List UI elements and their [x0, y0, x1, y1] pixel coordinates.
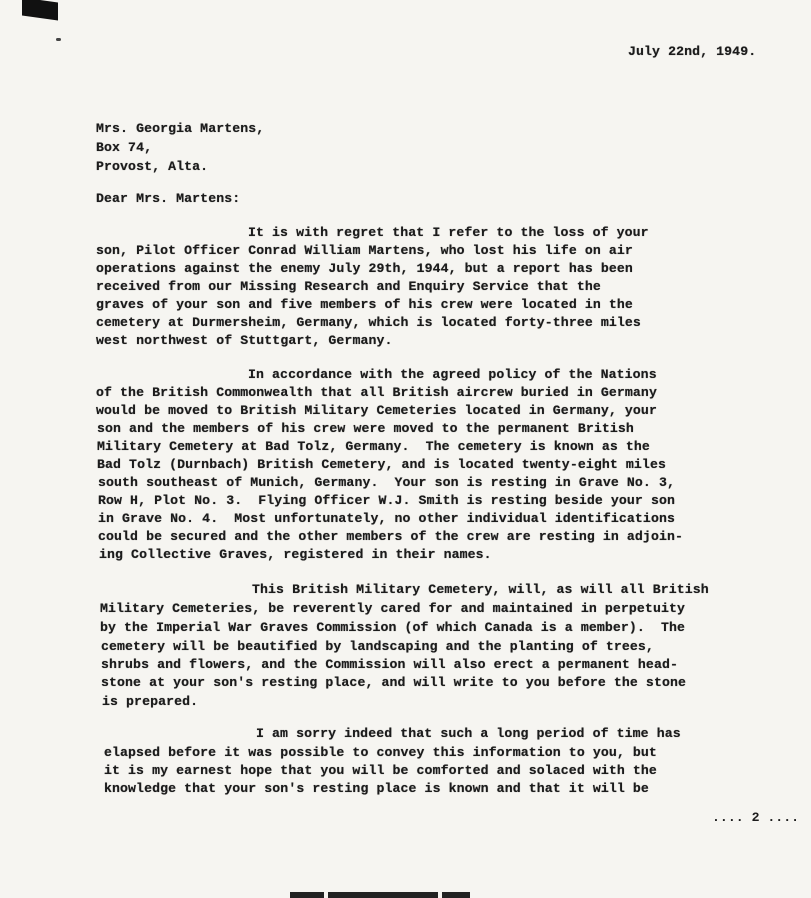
p3-line-5: shrubs and flowers, and the Commission will also erect a permanent head-: [101, 657, 678, 672]
p2-line-6: Bad Tolz (Durnbach) British Cemetery, and is located twenty-eight miles: [97, 457, 666, 472]
address-line-city: Provost, Alta.: [96, 159, 209, 174]
p3-line-1: This British Military Cemetery, will, as will all British: [252, 582, 709, 597]
salutation: Dear Mrs. Martens:: [96, 191, 241, 206]
p2-line-9: in Grave No. 4. Most unfortunately, no other individual identifications: [98, 511, 675, 526]
letter-date: July 22nd, 1949.: [628, 44, 757, 59]
scan-footer-bars: [290, 892, 470, 898]
scan-speck: [56, 38, 61, 41]
p2-line-7: south southeast of Munich, Germany. Your son is resting in Grave No. 3,: [98, 475, 675, 490]
p4-line-4: knowledge that your son's resting place is known and that it will be: [104, 781, 649, 796]
p4-line-2: elapsed before it was possible to convey this information to you, but: [104, 745, 657, 760]
p1-line-6: cemetery at Durmersheim, Germany, which is located forty-three miles: [96, 315, 641, 330]
p1-line-1: It is with regret that I refer to the loss of your: [248, 225, 649, 240]
p2-line-8: Row H, Plot No. 3. Flying Officer W.J. Smith is resting beside your son: [98, 493, 675, 508]
p4-line-3: it is my earnest hope that you will be comforted and solaced with the: [104, 763, 657, 778]
scan-corner-mark: [22, 0, 58, 21]
p4-line-1: I am sorry indeed that such a long period of time has: [256, 726, 681, 741]
p3-line-6: stone at your son's resting place, and will write to you before the stone: [101, 675, 687, 690]
p3-line-4: cemetery will be beautified by landscaping and the planting of trees,: [101, 639, 654, 654]
p2-line-3: would be moved to British Military Cemeteries located in Germany, your: [96, 403, 657, 418]
p2-line-10: could be secured and the other members of the crew are resting in adjoin-: [98, 529, 684, 544]
p2-line-2: of the British Commonwealth that all British aircrew buried in Germany: [96, 385, 657, 400]
p1-line-7: west northwest of Stuttgart, Germany.: [96, 333, 393, 348]
address-line-box: Box 74,: [96, 140, 153, 155]
p2-line-11: ing Collective Graves, registered in their names.: [99, 547, 492, 562]
p2-line-5: Military Cemetery at Bad Tolz, Germany. The cemetery is known as the: [97, 439, 650, 454]
p3-line-3: by the Imperial War Graves Commission (of which Canada is a member). The: [100, 620, 686, 635]
p1-line-4: received from our Missing Research and Enquiry Service that the: [96, 279, 601, 294]
p3-line-2: Military Cemeteries, be reverently cared for and maintained in perpetuity: [100, 601, 686, 616]
p1-line-2: son, Pilot Officer Conrad William Martens, who lost his life on air: [96, 243, 633, 258]
p2-line-4: son and the members of his crew were moved to the permanent British: [97, 421, 634, 436]
address-line-name: Mrs. Georgia Martens,: [96, 121, 265, 136]
p1-line-3: operations against the enemy July 29th, 1944, but a report has been: [96, 261, 633, 276]
p1-line-5: graves of your son and five members of his crew were located in the: [96, 297, 633, 312]
continued-page-marker: .... 2 ....: [712, 810, 800, 825]
p3-line-7: is prepared.: [102, 694, 199, 709]
p2-line-1: In accordance with the agreed policy of the Nations: [248, 367, 657, 382]
